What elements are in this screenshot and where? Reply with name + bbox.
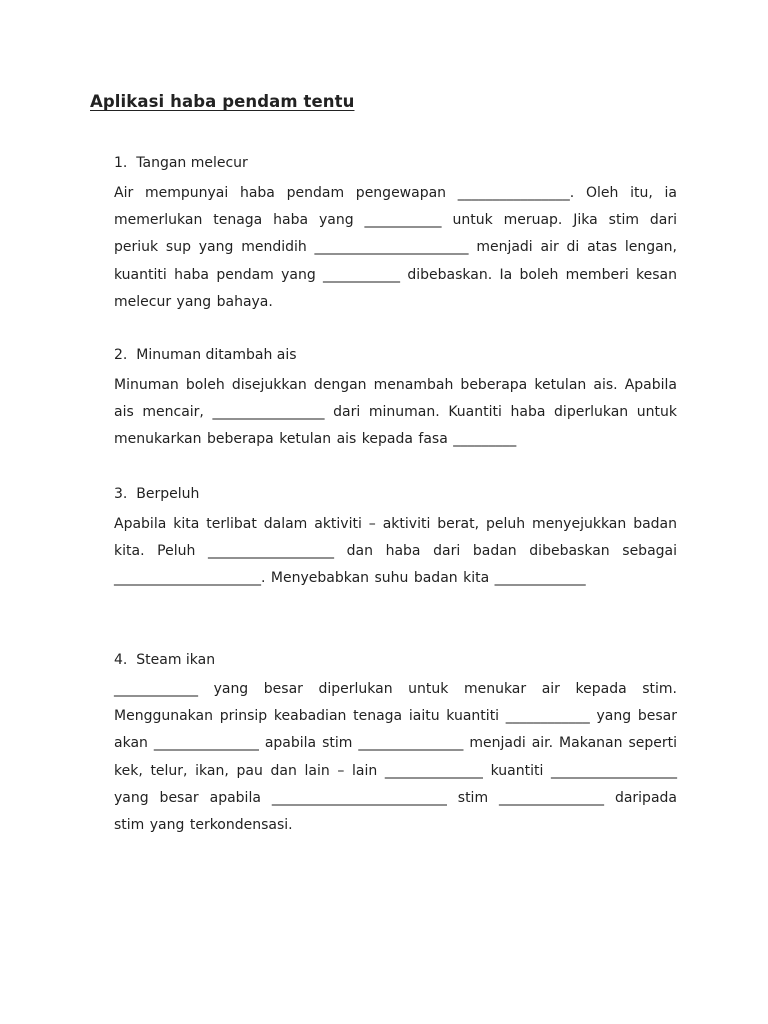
section-body-steam-ikan: ____________ yang besar diperlukan untuk menukar air kepada stim. Menggunakan prinsip keabadian tenaga iaitu kuantiti ____________ yang besar akan _______________ apabila stim _______________ menjadi air. Makanan seperti kek, telur, ikan, pau dan lain – lain ______________ kuantiti __________________ yang besar apabila _________________________ stim _______________ daripada stim yang terkondensasi. xyxy=(114,681,677,834)
section-heading-tangan-melecur: 1. Tangan melecur xyxy=(114,155,248,171)
section-body-tangan-melecur: Air mempunyai haba pendam pengewapan ________________. Oleh itu, ia memerlukan tenaga haba yang ___________ untuk meruap. Jika stim dari periuk sup yang mendidih ______________________ menjadi air di atas lengan, kuantiti haba pendam yang ___________ dibebaskan. Ia boleh memberi kesan melecur yang bahaya. xyxy=(114,185,677,310)
section-body-minuman-ditambah-ais: Minuman boleh disejukkan dengan menambah beberapa ketulan ais. Apabila ais mencair, ________________ dari minuman. Kuantiti haba diperlukan untuk menukarkan beberapa ketulan ais kepada fasa _________ xyxy=(114,377,677,448)
section-heading-minuman-ditambah-ais: 2. Minuman ditambah ais xyxy=(114,347,297,363)
section-heading-steam-ikan: 4. Steam ikan xyxy=(114,652,216,668)
page-title: Aplikasi haba pendam tentu xyxy=(90,92,355,111)
section-body-berpeluh: Apabila kita terlibat dalam aktiviti – aktiviti berat, peluh menyejukkan badan kita. Peluh __________________ dan haba dari badan dibebaskan sebagai _____________________. Menyebabkan suhu badan kita _____________ xyxy=(114,516,677,587)
section-heading-berpeluh: 3. Berpeluh xyxy=(114,486,200,502)
